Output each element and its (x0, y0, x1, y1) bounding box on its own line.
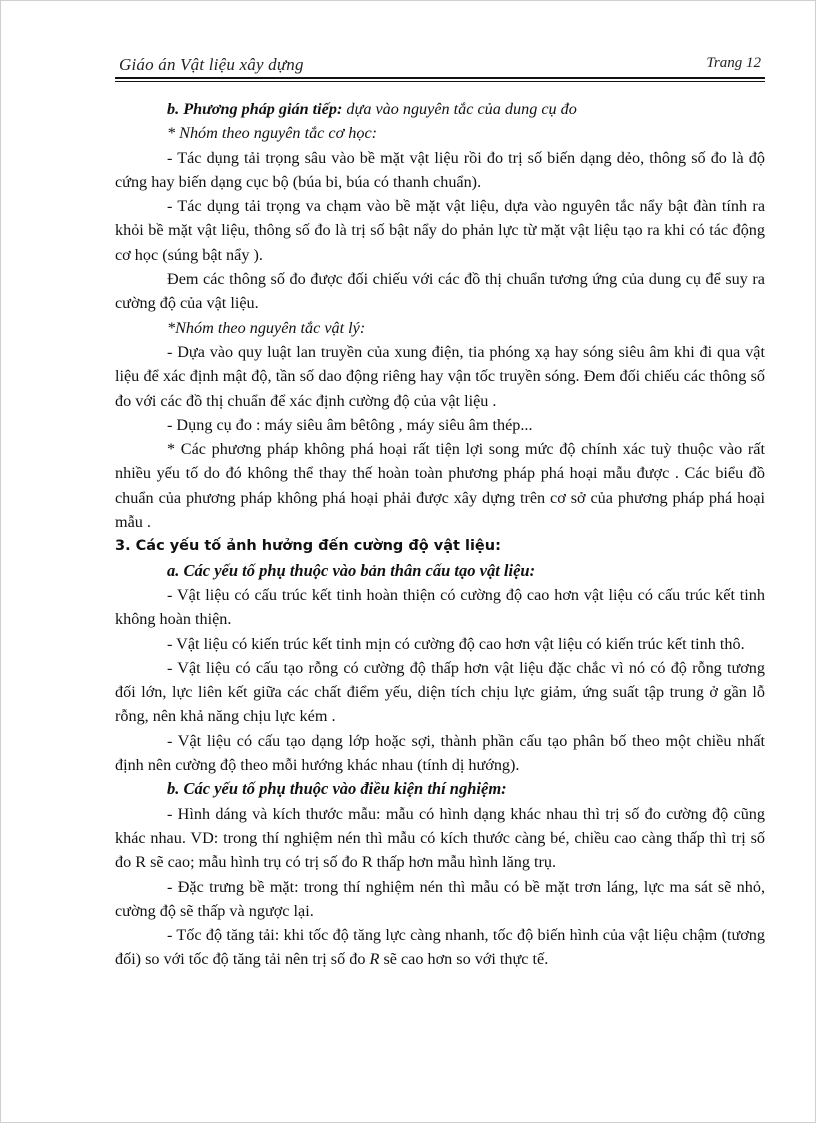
paragraph: - Vật liệu có kiến trúc kết tinh mịn có cường độ cao hơn vật liệu có kiến trúc kết tinh thô. (167, 634, 745, 653)
text-run: sẽ cao hơn so với thực tế. (379, 950, 549, 969)
paragraph: - Tác dụng tải trọng va chạm vào bề mặt vật liệu, dựa vào nguyên tắc nẩy bật đàn tính ra khỏi bề mặt vật liệu, thông số đo là trị số bật nẩy do phản lực từ mặt vật liệu tạo ra khi có tác động cơ học (súng bật nẩy ). (115, 197, 765, 264)
subsection-heading: a. Các yếu tố phụ thuộc vào bản thân cấu tạo vật liệu: (167, 560, 536, 580)
paragraph (115, 923, 765, 972)
subsection-heading: b. Các yếu tố phụ thuộc vào điều kiện thí nghiệm: (167, 779, 507, 799)
paragraph (115, 97, 765, 121)
section-heading: 3. Các yếu tố ảnh hưởng đến cường độ vật liệu: (115, 538, 501, 555)
paragraph: - Dụng cụ đo : máy siêu âm bêtông , máy siêu âm thép... (167, 415, 533, 434)
paragraph: - Vật liệu có cấu tạo dạng lớp hoặc sợi, thành phần cấu tạo phân bố theo một chiều nhất định nên cường độ theo mỗi hướng khác nhau (tính dị hướng). (115, 731, 765, 775)
section-label: b. Phương pháp gián tiếp: (167, 100, 343, 118)
paragraph: *Nhóm theo nguyên tắc vật lý: (167, 318, 366, 337)
paragraph: * Nhóm theo nguyên tắc cơ học: (167, 124, 378, 143)
page-number: Trang 12 (706, 55, 761, 71)
paragraph: Đem các thông số đo được đối chiếu với các đồ thị chuẩn tương ứng của dung cụ để suy ra cường độ của vật liệu. (115, 270, 765, 313)
paragraph: - Vật liệu có cấu tạo rỗng có cường độ thấp hơn vật liệu đặc chắc vì nó có độ rỗng tương đối lớn, lực liên kết giữa các chất điểm yếu, diện tích chịu lực giảm, ứng suất tập trung ở gần lỗ rỗng, nên khả năng chịu lực kém . (115, 658, 765, 726)
document-body (115, 97, 765, 972)
header-rule-thin (115, 81, 765, 82)
paragraph: - Đặc trưng bề mặt: trong thí nghiệm nén thì mẫu có bề mặt trơn láng, lực ma sát sẽ nhỏ, cường độ sẽ thấp và ngược lại. (115, 877, 765, 920)
paragraph: - Tác dụng tải trọng sâu vào bề mặt vật liệu rồi đo trị số biến dạng dẻo, thông số đo là độ cứng hay biến dạng cục bộ (búa bi, búa có thanh chuẩn). (115, 148, 765, 191)
page-header (115, 55, 765, 77)
paragraph: - Vật liệu có cấu trúc kết tinh hoàn thiện có cường độ cao hơn vật liệu có cấu trúc kết tinh không hoàn thiện. (115, 585, 765, 629)
paragraph: - Dựa vào quy luật lan truyền của xung điện, tia phóng xạ hay sóng siêu âm khi đi qua vật liệu để xác định mật độ, tần số dao động riêng hay vận tốc truyền sóng. Đem đối chiếu các thông số đo với các đồ thị chuẩn để xác định cường độ của vật liệu . (115, 342, 765, 410)
header-rule (115, 77, 765, 79)
document-title: Giáo án Vật liệu xây dựng (119, 55, 304, 74)
section-label-rest: dựa vào nguyên tắc của dung cụ đo (342, 100, 577, 118)
variable-r: R (369, 950, 380, 969)
text-run: - Tốc độ tăng tải: khi tốc độ tăng lực càng nhanh, tốc độ biến hình của vật liệu chậm (tương đối) so với tốc độ tăng tải nên trị số đo (115, 926, 765, 969)
paragraph: - Hình dáng và kích thước mẫu: mẫu có hình dạng khác nhau thì trị số đo cường độ cũng khác nhau. VD: trong thí nghiệm nén thì mẫu có kích thước càng bé, chiều cao càng thấp thì trị số đo R sẽ cao; mẫu hình trụ có trị số đo R thấp hơn mẫu hình lăng trụ. (115, 804, 765, 872)
paragraph: * Các phương pháp không phá hoại rất tiện lợi song mức độ chính xác tuỳ thuộc vào rất nhiều yếu tố do đó không thể thay thế hoàn toàn phương pháp phá hoại mẫu được . Các biểu đồ chuẩn của phương pháp không phá hoại phải được xây dựng trên cơ sở của phương pháp phá hoại mẫu . (115, 440, 765, 532)
